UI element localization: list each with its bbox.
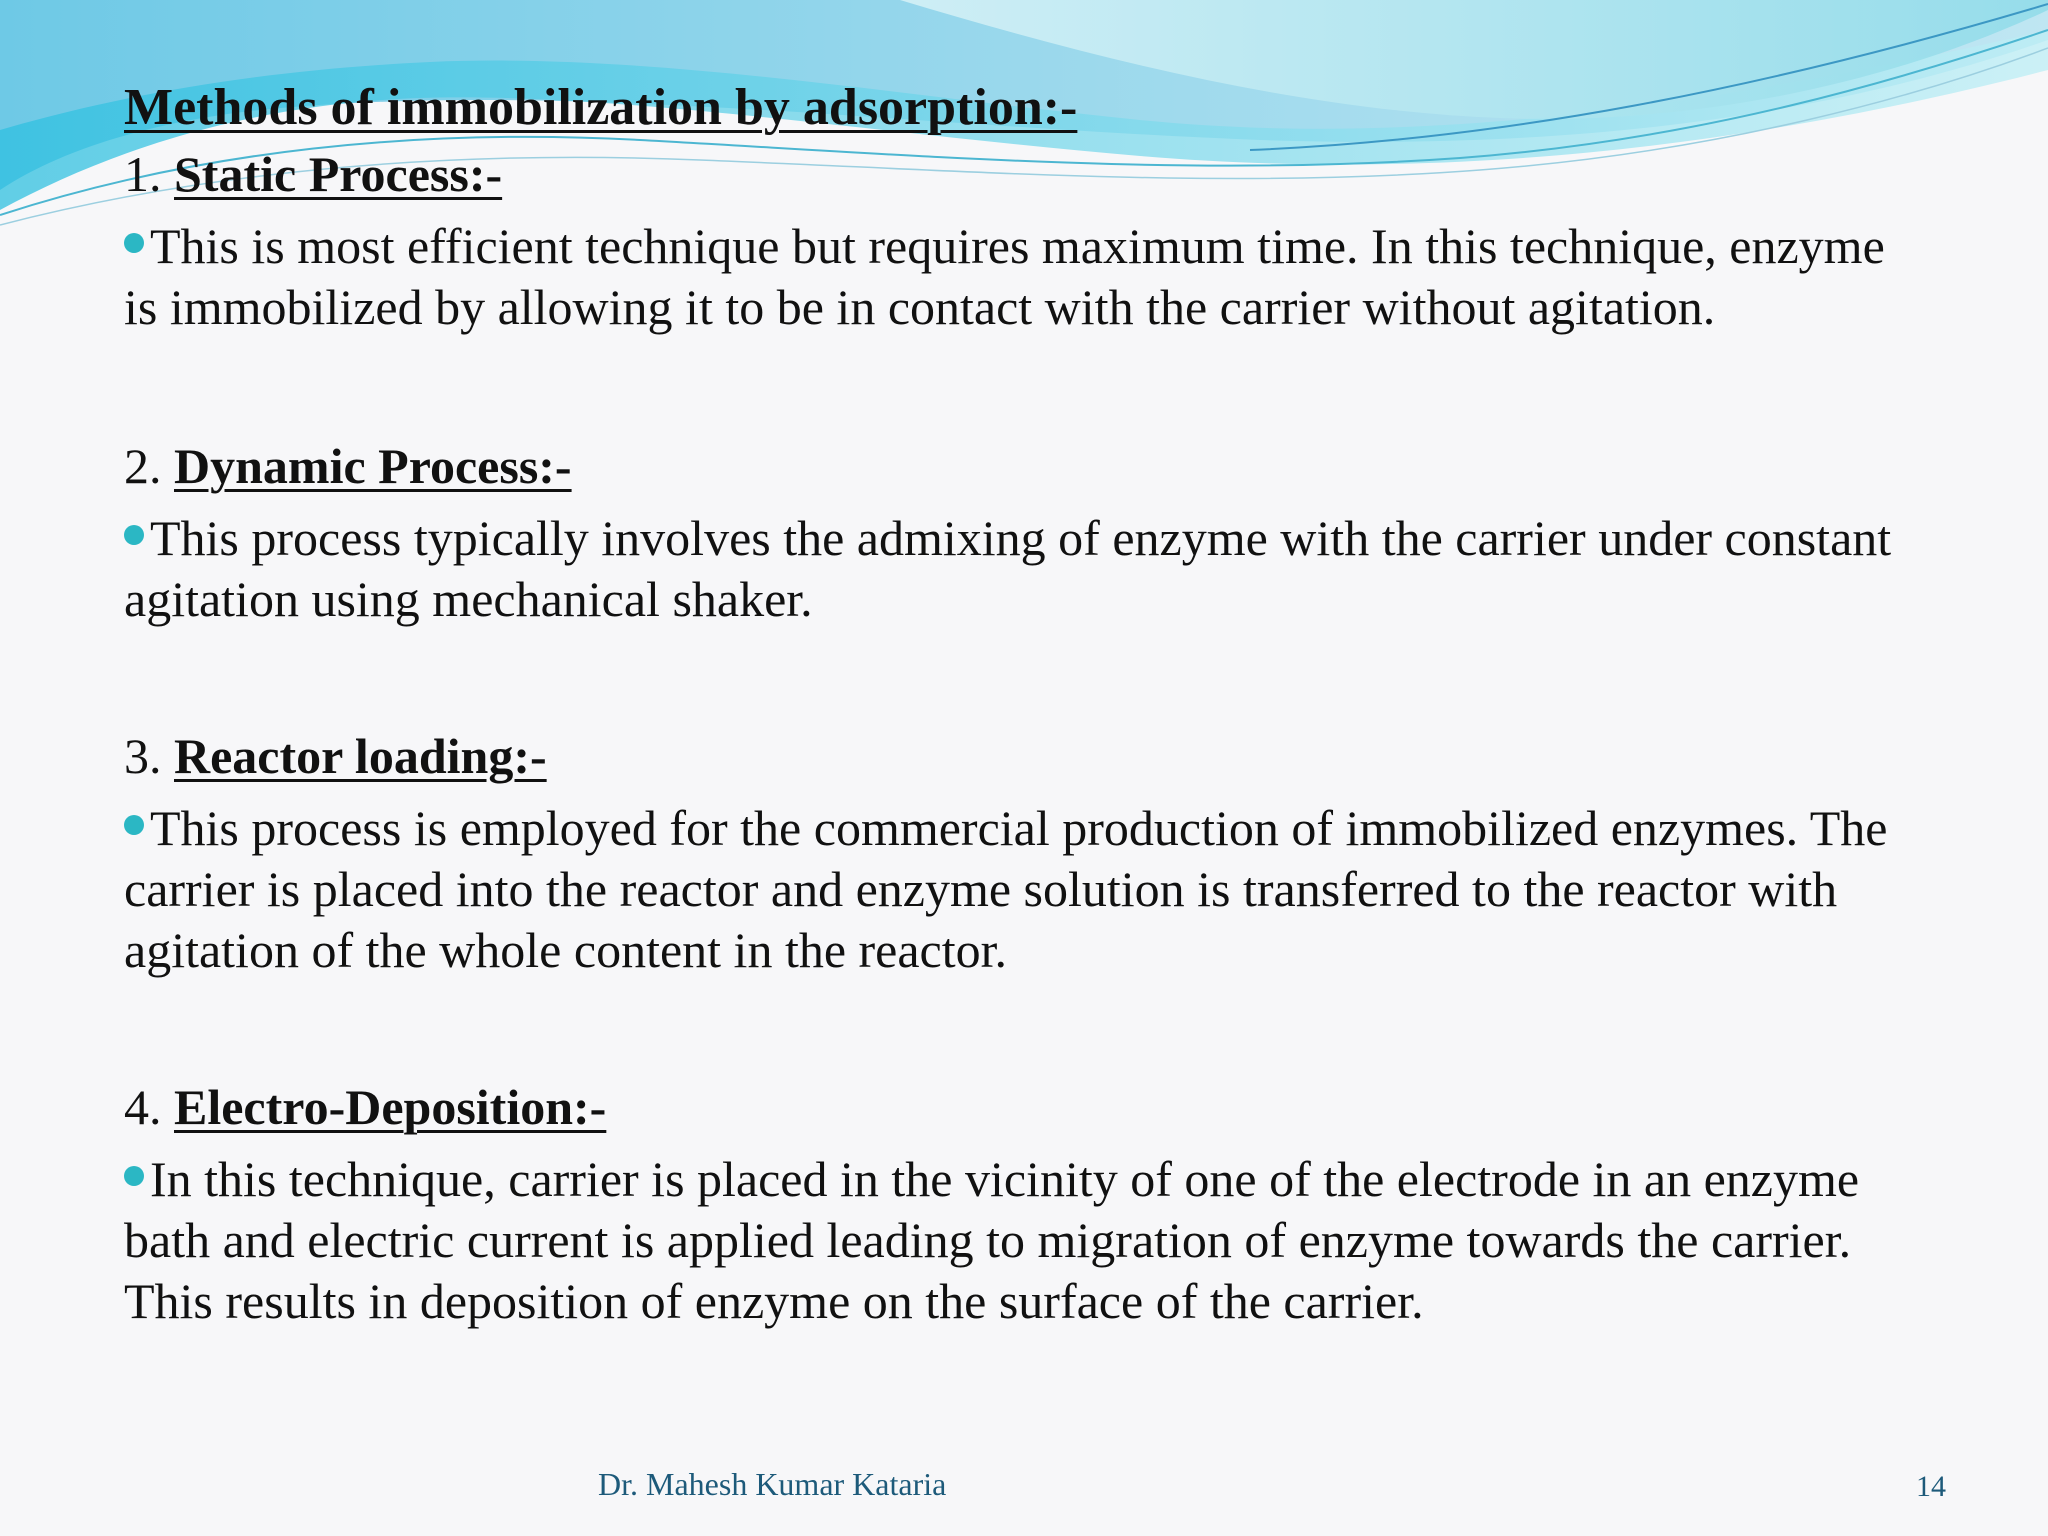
bullet-text: This process typically involves the admixing of enzyme with the carrier under constant agitation using mechanical shaker. [124, 510, 1892, 627]
bullet-text: This process is employed for the commercial production of immobilized enzymes. The carrier is placed into the reactor and enzyme solution is transferred to the reactor with agitation of the whole content in the reactor. [124, 800, 1888, 978]
bullet-text: This is most efficient technique but requires maximum time. In this technique, enzyme is immobilized by allowing it to be in contact with the carrier without agitation. [124, 218, 1885, 335]
section-label: Static Process:- [174, 146, 503, 202]
slide-content [124, 74, 1924, 1332]
section-static-process [124, 142, 1924, 338]
bullet-dot-icon [124, 815, 144, 835]
section-number: 3. [124, 728, 162, 784]
section-heading [124, 1075, 1924, 1139]
section-electro-deposition [124, 1075, 1924, 1332]
footer-author: Dr. Mahesh Kumar Kataria [598, 1466, 947, 1502]
section-heading [124, 142, 1924, 206]
section-number: 1. [124, 146, 162, 202]
section-reactor-loading [124, 724, 1924, 981]
bullet-dot-icon [124, 1166, 144, 1186]
section-heading [124, 724, 1924, 788]
bullet-text: In this technique, carrier is placed in the vicinity of one of the electrode in an enzyme bath and electric current is applied leading to migration of enzyme towards the carrier. This results in deposition of enzyme on the surface of the carrier. [124, 1151, 1860, 1329]
bullet-item [124, 1149, 1924, 1332]
bullet-dot-icon [124, 233, 144, 253]
bullet-item [124, 216, 1924, 338]
section-dynamic-process [124, 434, 1924, 630]
bullet-dot-icon [124, 525, 144, 545]
section-label: Reactor loading:- [174, 728, 547, 784]
section-label: Dynamic Process:- [174, 438, 572, 494]
bullet-item [124, 798, 1924, 981]
bullet-item [124, 508, 1924, 630]
section-heading [124, 434, 1924, 498]
section-number: 2. [124, 438, 162, 494]
section-label: Electro-Deposition:- [174, 1079, 607, 1135]
slide-page-number: 14 [1916, 1470, 1946, 1503]
slide-title: Methods of immobilization by adsorption:- [124, 79, 1078, 136]
section-number: 4. [124, 1079, 162, 1135]
